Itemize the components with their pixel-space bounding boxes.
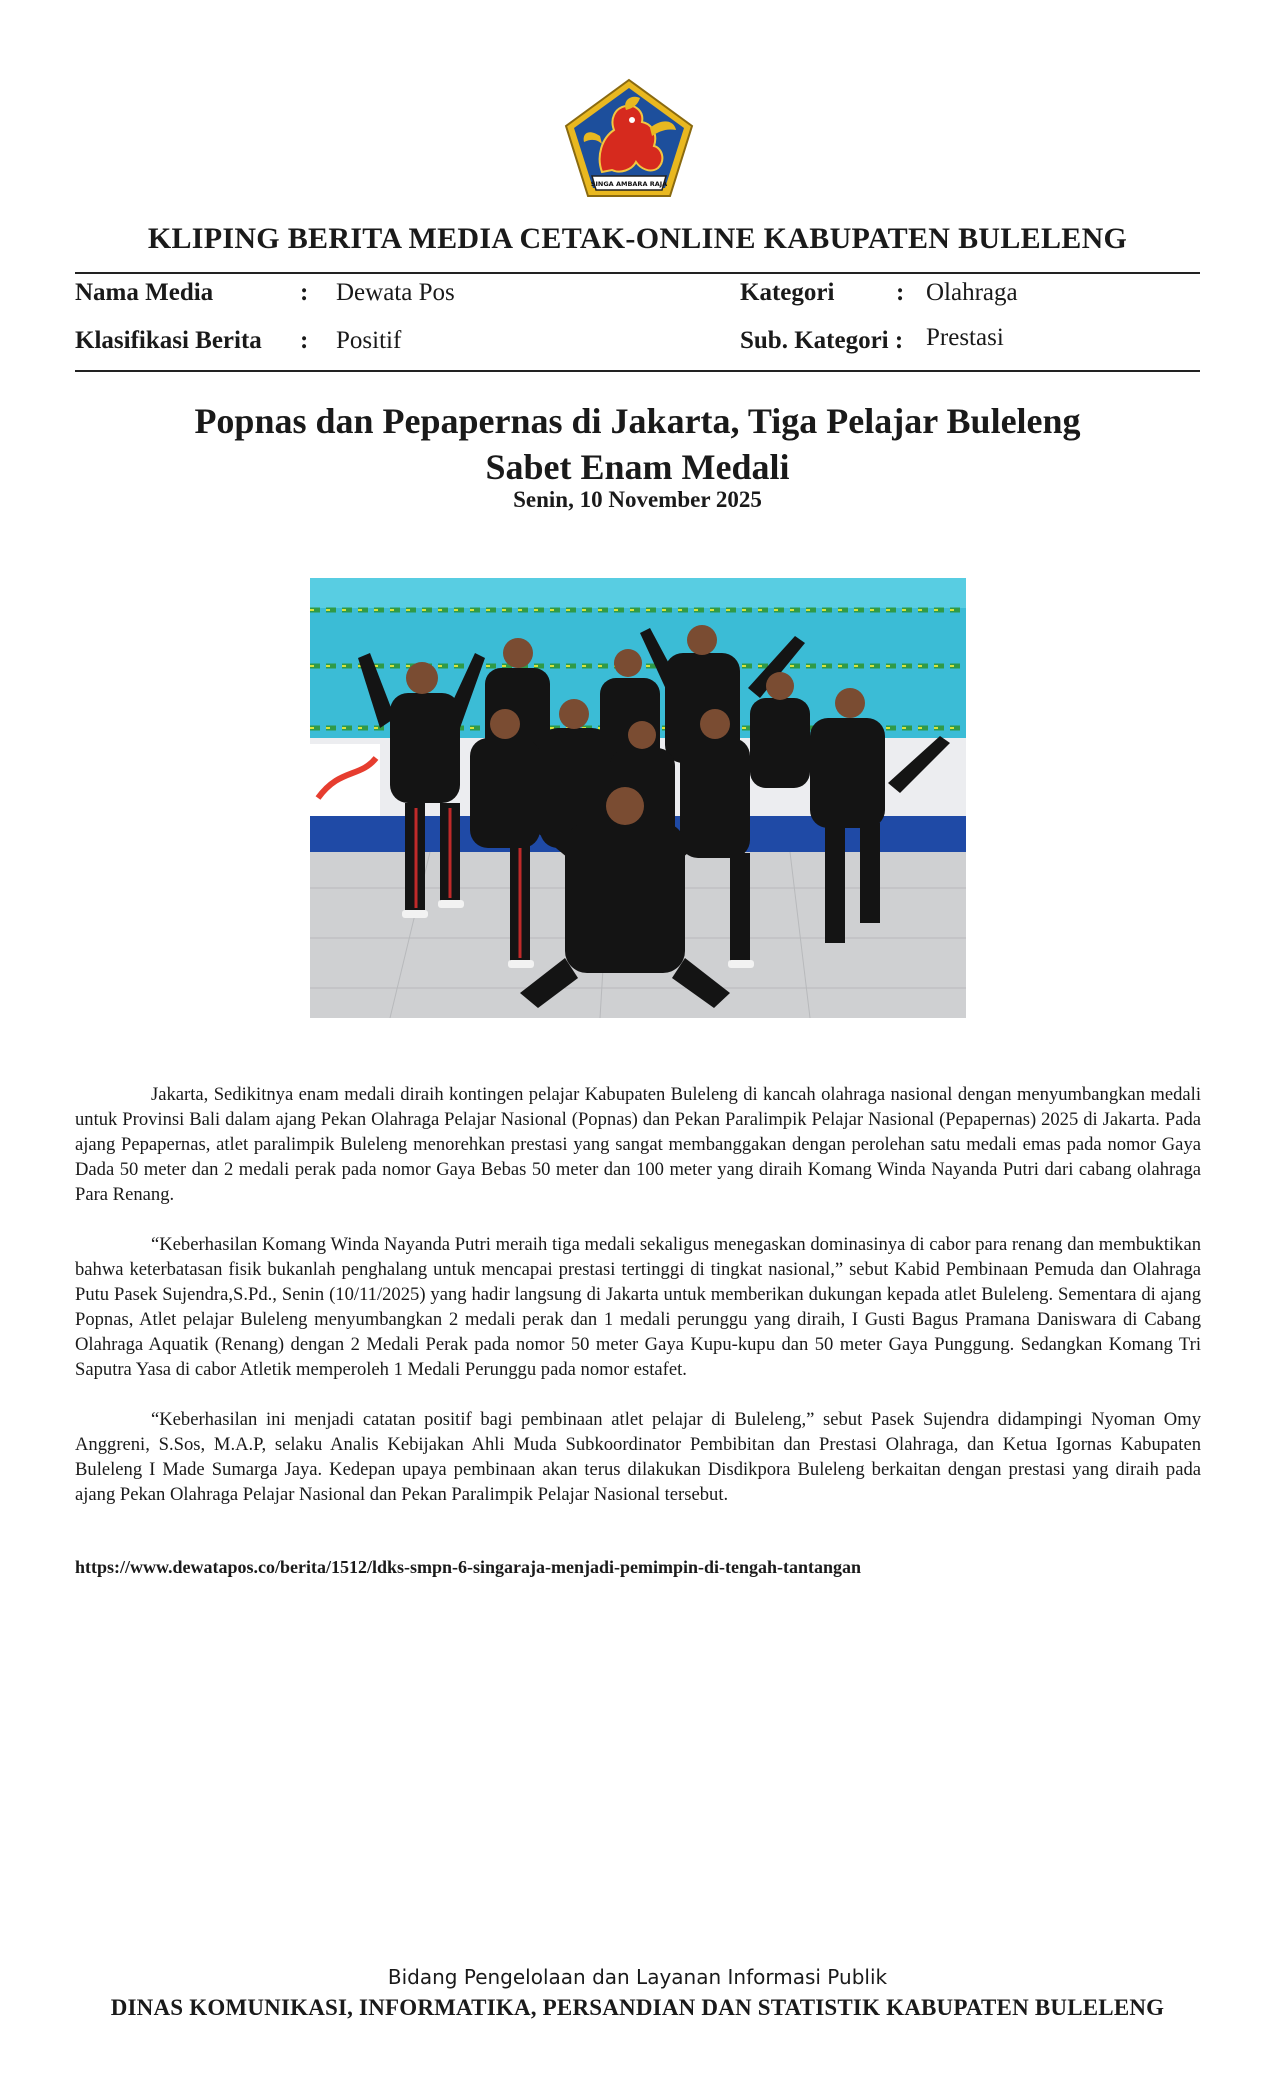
header-top-rule: [75, 272, 1200, 274]
kategori-colon: :: [896, 279, 905, 306]
document-header-title: KLIPING BERITA MEDIA CETAK-ONLINE KABUPATEN BULELENG: [147, 222, 1128, 255]
regency-emblem-logo: [562, 76, 696, 200]
source-url-link[interactable]: https://www.dewatapos.co/berita/1512/ldks-smpn-6-singaraja-menjadi-pemimpin-di-tengah-tantangan: [75, 1557, 862, 1577]
kategori-value: Olahraga: [926, 279, 1018, 306]
nama-media-colon: :: [300, 279, 309, 306]
article-paragraph-2: “Keberhasilan Komang Winda Nayanda Putri meraih tiga medali sekaligus menegaskan dominasinya di cabor para renang dan membuktikan bahwa keterbatasan fisik bukanlah penghalang untuk mencapai prestasi tertinggi di tingkat nasional,” sebut Kabid Pembinaan Pemuda dan Olahraga Putu Pasek Sujendra,S.Pd., Senin (10/11/2025) yang hadir langsung di Jakarta untuk memberikan dukungan kepada atlet Buleleng. Sementara di ajang Popnas, Atlet pelajar Buleleng menyumbangkan 2 medali perak dan 1 medali perunggu yang diraih, I Gusti Bagus Pramana Daniswara di Cabang Olahraga Aquatik (Renang) dengan 2 Medali Perak pada nomor 50 meter Gaya Kupu-kupu dan 50 meter Gaya Punggung. Sedangkan Komang Tri Saputra Yasa di cabor Atletik memperoleh 1 Medali Perunggu pada nomor estafet.: [75, 1234, 1201, 1380]
article-date: Senin, 10 November 2025: [513, 487, 762, 512]
kategori-label: Kategori: [740, 279, 835, 306]
article-title-line-1: Popnas dan Pepapernas di Jakarta, Tiga Pelajar Buleleng: [194, 401, 1081, 441]
header-bottom-rule: [75, 370, 1200, 372]
article-paragraph-3: “Keberhasilan ini menjadi catatan positif bagi pembinaan atlet pelajar di Buleleng,” sebut Pasek Sujendra didampingi Nyoman Omy Anggreni, S.Sos, M.A.P, selaku Analis Kebijakan Ahli Muda Subkoordinator Pembibitan dan Prestasi Olahraga, dan Ketua Igornas Kabupaten Buleleng I Made Sumarga Jaya. Kedepan upaya pembinaan akan terus dilakukan Disdikpora Buleleng berkaitan dengan prestasi yang diraih pada ajang Pekan Olahraga Pelajar Nasional dan Pekan Paralimpik Pelajar Nasional tersebut.: [75, 1409, 1201, 1505]
footer-agency: DINAS KOMUNIKASI, INFORMATIKA, PERSANDIAN DAN STATISTIK KABUPATEN BULELENG: [110, 1995, 1165, 2020]
klasifikasi-label: Klasifikasi Berita: [75, 327, 262, 354]
article-photo-athletes-poolside: [310, 578, 966, 1018]
article-body: [75, 1082, 1201, 1532]
nama-media-value: Dewata Pos: [336, 279, 455, 306]
klasifikasi-colon: :: [300, 327, 309, 354]
article-title: [75, 398, 1200, 490]
footer-department: Bidang Pengelolaan dan Layanan Informasi Publik: [387, 1965, 888, 1989]
sub-kategori-value: Prestasi: [926, 324, 1004, 351]
sub-kategori-label: Sub. Kategori :: [740, 327, 904, 354]
klasifikasi-value: Positif: [336, 327, 402, 354]
nama-media-label: Nama Media: [75, 279, 214, 306]
logo-motto: SINGA AMBARA RAJA: [590, 180, 668, 188]
article-title-line-2: Sabet Enam Medali: [485, 447, 790, 487]
article-paragraph-1: Jakarta, Sedikitnya enam medali diraih kontingen pelajar Kabupaten Buleleng di kancah olahraga nasional dengan menyumbangkan medali untuk Provinsi Bali dalam ajang Pekan Olahraga Pelajar Nasional (Popnas) dan Pekan Paralimpik Pelajar Nasional (Pepapernas) 2025 di Jakarta. Pada ajang Pepapernas, atlet paralimpik Buleleng menorehkan prestasi yang sangat membanggakan dengan perolehan satu medali emas pada nomor Gaya Dada 50 meter dan 2 medali perak pada nomor Gaya Bebas 50 meter dan 100 meter yang diraih Komang Winda Nayanda Putri dari cabang olahraga Para Renang.: [75, 1084, 1201, 1205]
